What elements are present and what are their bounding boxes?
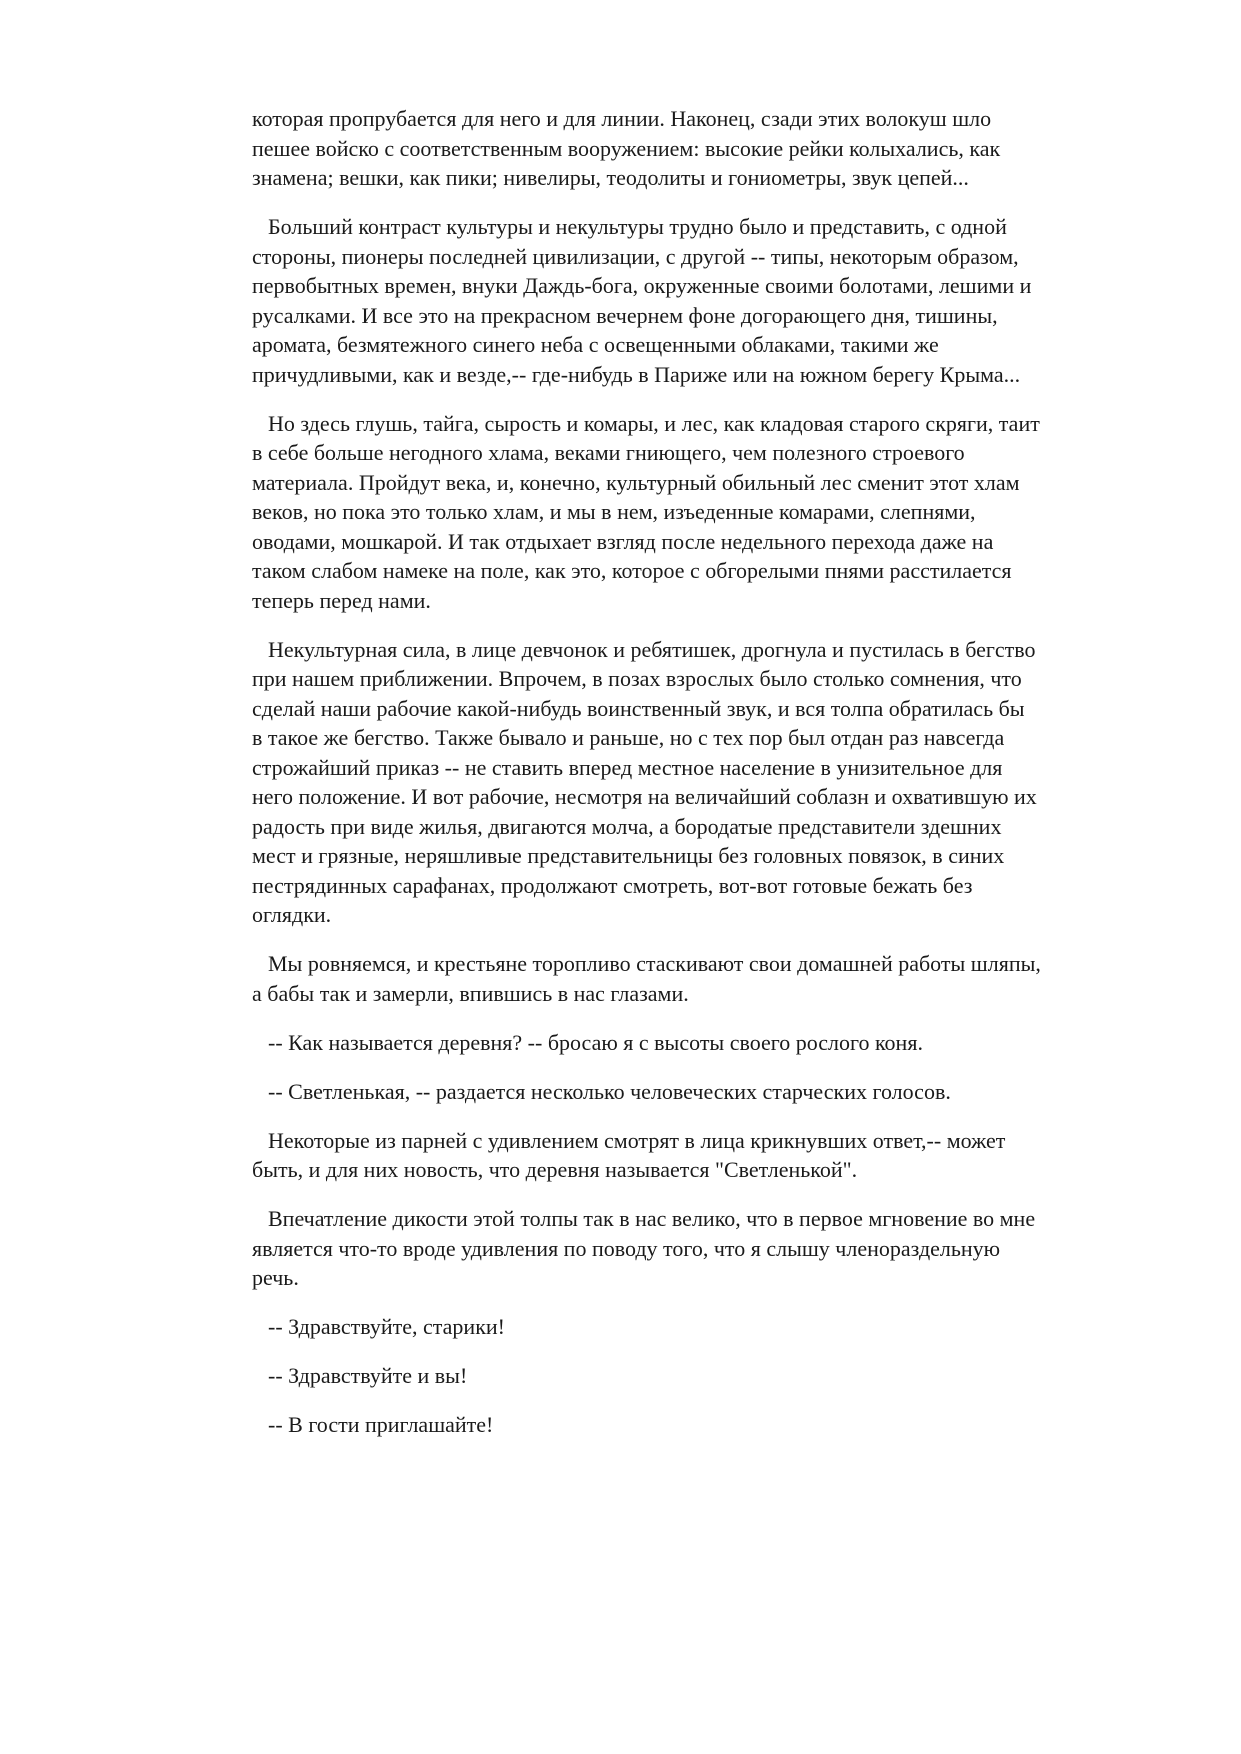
paragraph (252, 635, 1052, 930)
text-line: Некультурная сила, в лице девчонок и ребятишек, дрогнула и пустилась в бегство (268, 636, 1036, 662)
paragraph (252, 1028, 1052, 1058)
text-line: него положение. И вот рабочие, несмотря на величайший соблазн и охватившую их (252, 784, 1037, 809)
text-line: стороны, пионеры последней цивилизации, с другой -- типы, некоторым образом, (252, 243, 1019, 269)
text-line: пешее войско с соответственным вооружением: высокие рейки колыхались, как (252, 135, 1001, 161)
text-line: Больший контраст культуры и некультуры трудно было и представить, с одной (268, 214, 1007, 239)
paragraph (252, 1077, 1052, 1107)
text-line: пестрядинных сарафанах, продолжают смотреть, вот-вот готовые бежать без (252, 872, 973, 898)
text-line: оглядки. (252, 902, 332, 927)
text-line: сделай наши рабочие какой-нибудь воинственный звук, и вся толпа обратилась бы (252, 695, 1025, 721)
paragraph (252, 949, 1052, 1008)
paragraph (252, 1361, 1052, 1391)
text-line: теперь перед нами. (252, 587, 431, 613)
paragraph (252, 1312, 1052, 1342)
text-line: в себе больше негодного хлама, веками гниющего, чем полезного строевого (252, 440, 965, 465)
text-line: первобытных времен, внуки Даждь-бога, окруженные своими болотами, лешими и (252, 273, 1032, 298)
text-line: а бабы так и замерли, впившись в нас глазами. (252, 980, 689, 1006)
text-line: оводами, мошкарой. И так отдыхает взгляд после недельного перехода даже на (252, 528, 994, 554)
paragraph (252, 1204, 1052, 1293)
text-line: Но здесь глушь, тайга, сырость и комары, и лес, как кладовая старого скряги, таит (268, 410, 1040, 436)
text-line: мест и грязные, неряшливые представительницы без головных повязок, в синих (252, 843, 1005, 868)
text-line: Мы ровняемся, и крестьяне торопливо стаскивают свои домашней работы шляпы, (268, 951, 1041, 976)
text-line: -- Как называется деревня? -- бросаю я с высоты своего рослого коня. (268, 1029, 923, 1055)
text-line: русалками. И все это на прекрасном вечернем фоне догорающего дня, тишины, (252, 302, 998, 328)
text-line: -- В гости приглашайте! (268, 1412, 494, 1437)
text-line: -- Светленькая, -- раздается несколько человеческих старческих голосов. (268, 1078, 951, 1104)
text-line: -- Здравствуйте, старики! (268, 1314, 505, 1339)
paragraph (252, 409, 1052, 616)
paragraph (252, 212, 1052, 389)
text-line: Некоторые из парней с удивлением смотрят в лица крикнувших ответ,-- может (268, 1127, 1006, 1153)
text-line: таком слабом намеке на поле, как это, которое с обгорелыми пнями расстилается (252, 558, 1012, 583)
text-line: веков, но пока это только хлам, и мы в нем, изъеденные комарами, слепнями, (252, 499, 976, 524)
text-line: материала. Пройдут века, и, конечно, культурный обильный лес сменит этот хлам (252, 469, 1020, 495)
text-line: строжайший приказ -- не ставить вперед местное население в унизительное для (252, 754, 1003, 780)
text-line: знамена; вешки, как пики; нивелиры, теодолиты и гониометры, звук цепей... (252, 165, 969, 190)
paragraph (252, 1126, 1052, 1185)
text-line: причудливыми, как и везде,-- где-нибудь в Париже или на южном берегу Крыма... (252, 361, 1021, 387)
document-page (252, 104, 1052, 1459)
text-line: быть, и для них новость, что деревня называется "Светленькой". (252, 1157, 858, 1182)
text-line: аромата, безмятежного синего неба с освещенными облаками, такими же (252, 332, 939, 357)
paragraph (252, 104, 1052, 193)
text-line: при нашем приближении. Впрочем, в позах взрослых было столько сомнения, что (252, 666, 1022, 691)
text-line: в такое же бегство. Также бывало и раньше, но с тех пор был отдан раз навсегда (252, 725, 1005, 750)
text-line: -- Здравствуйте и вы! (268, 1363, 468, 1388)
text-line: которая пропрубается для него и для линии. Наконец, сзади этих волокуш шло (252, 106, 992, 131)
text-line: речь. (252, 1265, 299, 1290)
text-line: радость при виде жилья, двигаются молча, а бородатые представители здешних (252, 813, 1002, 839)
text-line: является что-то вроде удивления по поводу того, что я слышу членораздельную (252, 1235, 1001, 1261)
paragraph (252, 1410, 1052, 1440)
text-line: Впечатление дикости этой толпы так в нас велико, что в первое мгновение во мне (268, 1206, 1036, 1231)
